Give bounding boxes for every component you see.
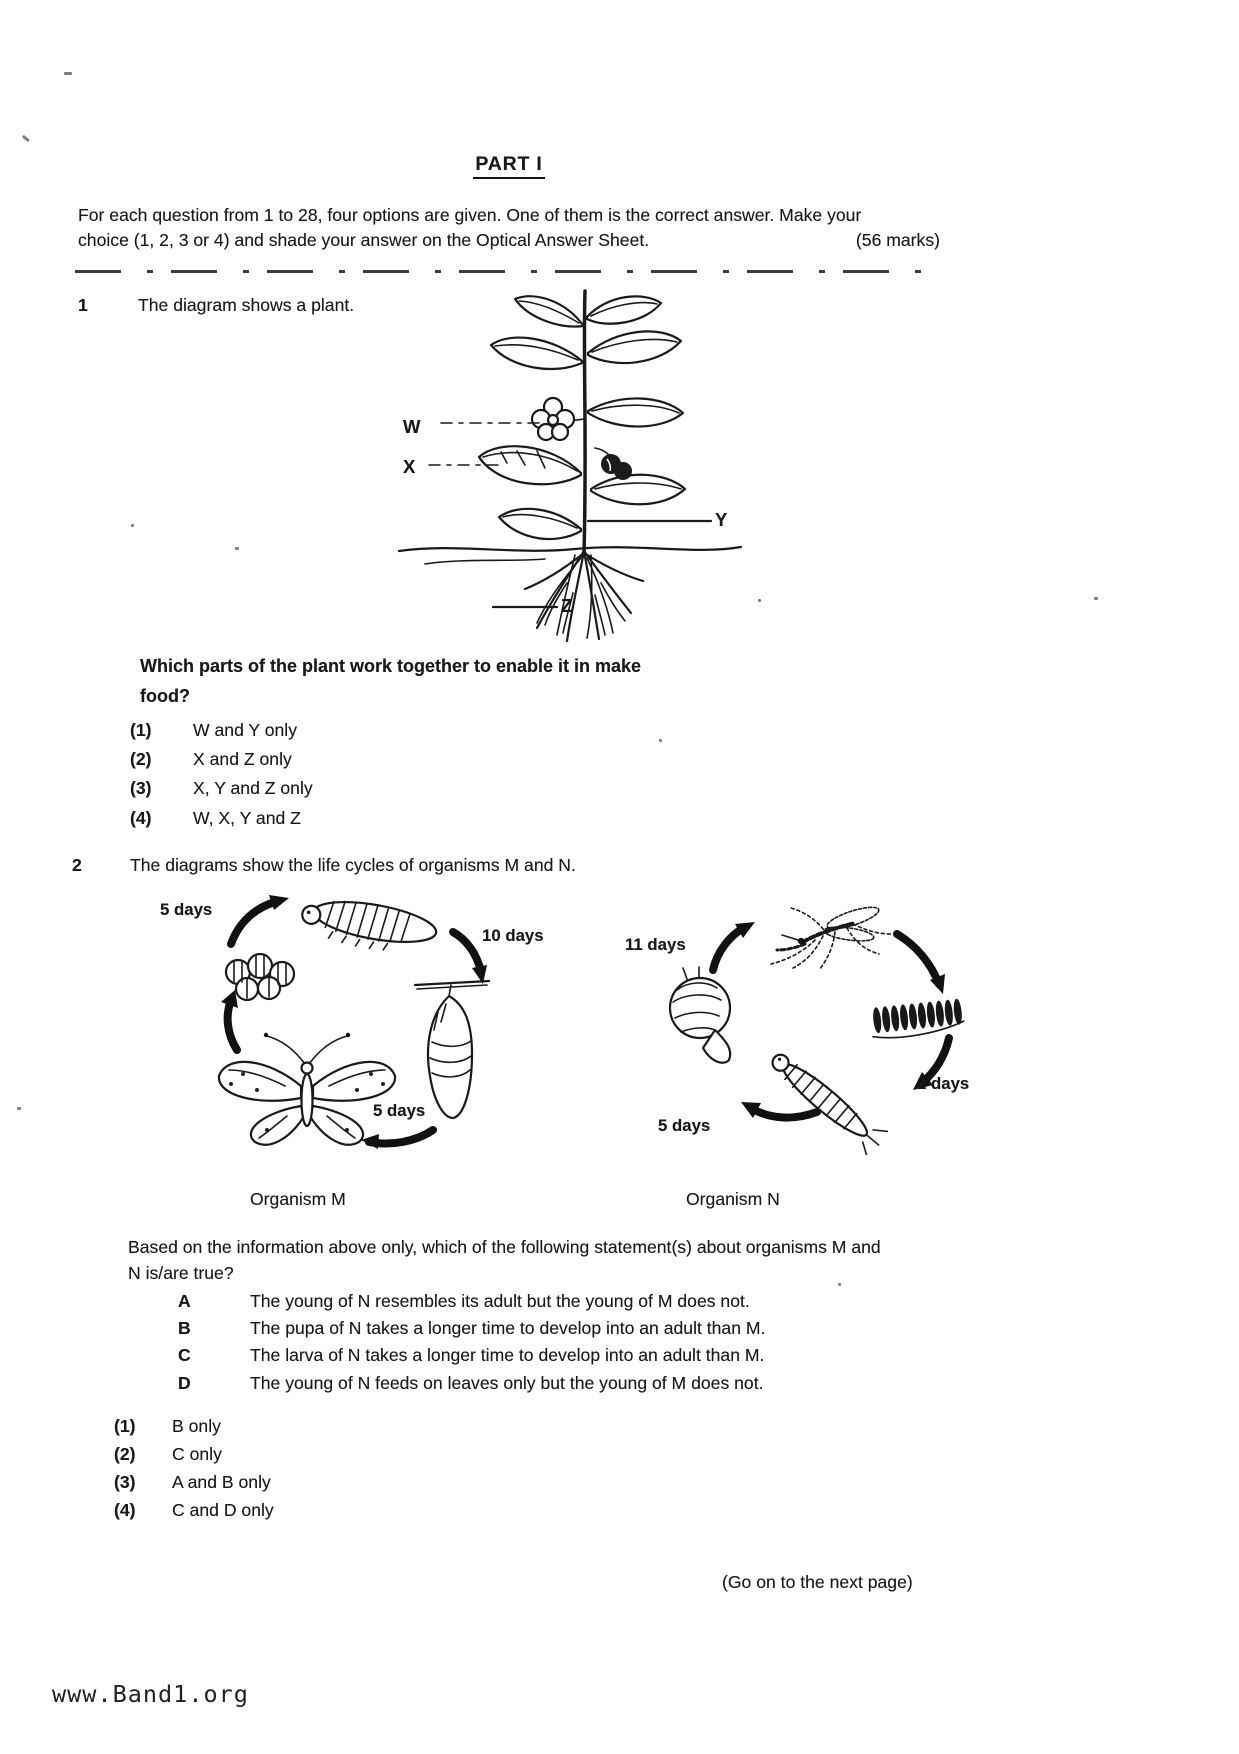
scan-artifact — [64, 72, 72, 75]
option-text: C only — [172, 1444, 222, 1464]
plant-label-x: X — [403, 456, 416, 477]
option-number: (4) — [130, 807, 152, 828]
instructions-line2-text: choice (1, 2, 3 or 4) and shade your answer on the Optical Answer Sheet. — [78, 230, 650, 250]
option-row — [130, 804, 313, 833]
option-number: (3) — [130, 778, 152, 799]
question2-statements — [178, 1288, 765, 1397]
duration-label-larva-to-pupa: 5 days — [658, 1116, 711, 1135]
life-cycle-organism-n — [565, 890, 995, 1155]
question1-number: 1 — [78, 295, 88, 315]
plant-leaves — [479, 296, 685, 539]
life-cycle-organism-m — [135, 890, 575, 1155]
question2-number: 2 — [72, 855, 82, 875]
website-watermark: www.Band1.org — [52, 1680, 249, 1708]
statement-row — [178, 1342, 765, 1369]
mosquito-cycle-art — [565, 890, 995, 1155]
egg-raft-icon — [870, 998, 965, 1040]
option-text: W, X, Y and Z — [193, 807, 301, 828]
statement-row — [178, 1288, 765, 1315]
ground-line — [399, 547, 741, 564]
statement-letter: B — [178, 1318, 191, 1339]
statement-text: The pupa of N takes a longer time to develop into an adult than M. — [250, 1318, 766, 1339]
statement-text: The young of N feeds on leaves only but the young of M does not. — [250, 1372, 764, 1393]
instructions-line1: For each question from 1 to 28, four options are given. One of them is the correct answer. Make your — [78, 205, 862, 225]
option-number: (1) — [130, 720, 152, 740]
option-number: (4) — [114, 1500, 136, 1520]
option-number: (2) — [114, 1444, 136, 1464]
statement-text: The larva of N takes a longer time to develop into an adult than M. — [250, 1345, 765, 1366]
option-text: A and B only — [172, 1472, 271, 1492]
option-row — [130, 716, 313, 745]
question1-text — [140, 651, 750, 711]
statement-row — [178, 1315, 765, 1342]
statement-letter: A — [178, 1291, 191, 1311]
pupa-icon — [415, 981, 489, 1118]
duration-label-egg-to-larva: 2 days — [917, 1074, 970, 1093]
marks-label: (56 marks) — [855, 230, 940, 250]
option-row — [114, 1468, 274, 1496]
option-row — [114, 1412, 274, 1440]
butterfly-icon — [219, 1033, 395, 1145]
mosquito-pupa-icon — [670, 967, 730, 1063]
scan-artifact — [131, 524, 134, 527]
scan-artifact — [659, 739, 662, 742]
adult-mosquito-icon — [771, 903, 891, 970]
scan-artifact — [22, 135, 30, 142]
question2-text-line2: N is/are true? — [128, 1263, 234, 1283]
question2-text — [128, 1234, 963, 1286]
option-number: (3) — [114, 1472, 136, 1492]
next-page-note: (Go on to the next page) — [722, 1572, 913, 1592]
plant-diagram — [395, 283, 745, 648]
question2-text-line1: Based on the information above only, which of the following statement(s) about organisms M and — [128, 1237, 881, 1257]
scan-artifact — [235, 547, 239, 550]
plant-label-w: W — [403, 416, 421, 437]
statement-row — [178, 1370, 765, 1397]
plant-label-y: Y — [715, 509, 728, 530]
option-text: X, Y and Z only — [193, 778, 313, 799]
question2-options — [114, 1412, 274, 1524]
plant-stem — [584, 291, 585, 553]
dashed-divider — [75, 270, 933, 273]
question1-options — [130, 716, 313, 833]
option-row — [130, 774, 313, 803]
statement-text: The young of N resembles its adult but the young of M does not. — [250, 1291, 750, 1311]
plant-flower — [532, 398, 584, 440]
duration-label-egg-to-larva: 5 days — [160, 900, 213, 919]
section-title-text: PART I — [473, 153, 544, 179]
option-row — [114, 1440, 274, 1468]
option-text: X and Z only — [193, 749, 292, 770]
scan-artifact — [758, 599, 761, 602]
duration-label-pupa-to-adult: 11 days — [625, 935, 686, 954]
plant-diagram-art — [395, 283, 745, 648]
option-text: W and Y only — [193, 720, 297, 740]
eggs-icon — [226, 954, 294, 1000]
option-row — [114, 1496, 274, 1524]
question1-text-line1: Which parts of the plant work together to enable it in make — [140, 656, 642, 676]
larva-icon — [764, 1045, 889, 1155]
duration-label-larva-to-pupa: 10 days — [482, 926, 544, 945]
option-number: (1) — [114, 1416, 136, 1436]
plant-label-z: Z — [561, 595, 573, 616]
caption-organism-n: Organism N — [686, 1189, 780, 1209]
instructions-line2 — [78, 228, 940, 253]
option-text: B only — [172, 1416, 221, 1436]
question1-intro: The diagram shows a plant. — [138, 295, 355, 315]
question1-text-line2: food? — [140, 686, 190, 706]
statement-letter: D — [178, 1372, 191, 1393]
plant-fruit — [595, 448, 632, 480]
plant-roots — [525, 551, 643, 641]
question2-intro: The diagrams show the life cycles of organisms M and N. — [130, 855, 576, 875]
option-row — [130, 745, 313, 774]
scan-artifact — [17, 1107, 21, 1110]
caterpillar-icon — [298, 893, 439, 960]
section-title — [78, 153, 940, 179]
option-number: (2) — [130, 749, 152, 770]
duration-label-pupa-to-adult: 5 days — [373, 1101, 426, 1120]
scan-artifact — [1094, 597, 1098, 600]
statement-letter: C — [178, 1345, 191, 1366]
caption-organism-m: Organism M — [250, 1189, 346, 1209]
option-text: C and D only — [172, 1500, 274, 1520]
instructions — [78, 203, 940, 253]
